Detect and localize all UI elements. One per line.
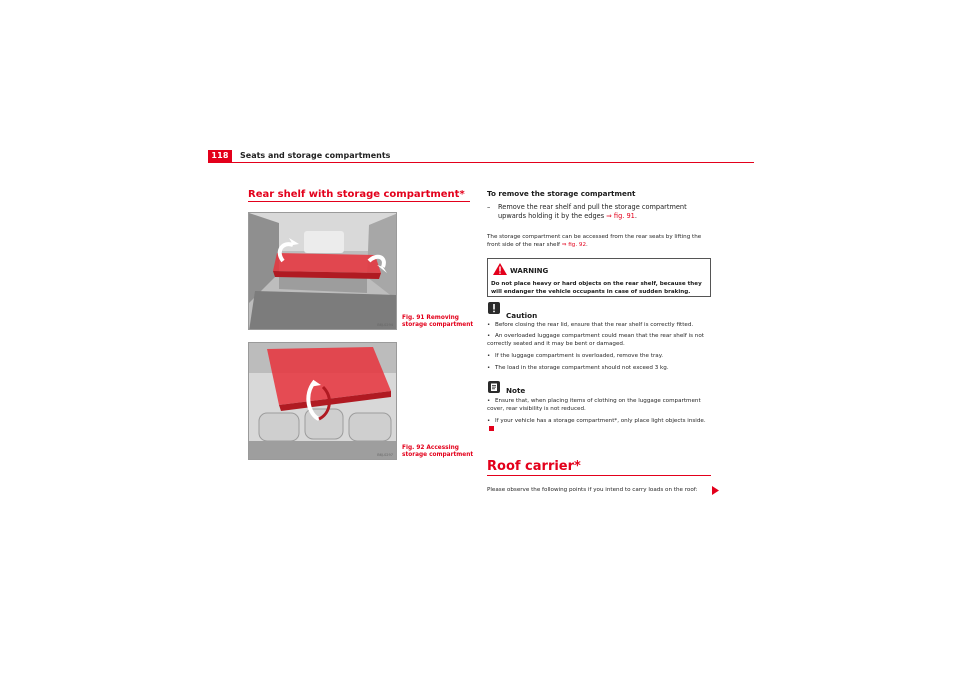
section-rule [487, 475, 711, 476]
step-text2: upwards holding it by the edges [498, 212, 605, 220]
section-title-rear-shelf: Rear shelf with storage compartment* [248, 189, 465, 200]
note-title: Note [506, 386, 526, 395]
access-text: The storage compartment can be accessed from the rear seats by lifting the [487, 234, 702, 240]
access-end: . [586, 242, 588, 248]
continue-arrow-icon[interactable] [712, 486, 719, 495]
end-marker [489, 426, 494, 431]
caution-item: • If the luggage compartment is overloaded, remove the tray. [487, 353, 663, 359]
exclamation-icon [488, 302, 500, 314]
note-icon [488, 381, 500, 393]
step-end: . [634, 212, 637, 220]
figure-91-code: B6J-0294 [377, 323, 393, 327]
figure-92-code: B6J-0297 [377, 453, 393, 457]
header-rule [208, 162, 754, 163]
page-number: 118 [208, 150, 232, 162]
section-title-roof-carrier: Roof carrier* [487, 459, 581, 474]
chapter-title: Seats and storage compartments [240, 151, 391, 160]
access-text-line2 [487, 241, 588, 249]
caution-item: • Before closing the rear lid, ensure that the rear shelf is correctly fitted. [487, 322, 694, 328]
remove-heading: To remove the storage compartment [487, 189, 636, 198]
note-item: • If your vehicle has a storage compartment*, only place light objects inside. [487, 417, 711, 433]
figure-91-image [248, 212, 397, 330]
access-ref-link[interactable]: fig. 92 [568, 242, 586, 248]
warning-text: Do not place heavy or hard objects on the rear shelf, because they will endanger the vehicle occupants in case of sudden braking. [491, 281, 702, 295]
section-rule [248, 201, 470, 202]
figure-92-image [248, 342, 397, 460]
access-text2: front side of the rear shelf [487, 242, 560, 248]
step-ref-link[interactable]: fig. 91 [613, 212, 635, 220]
step-text: Remove the rear shelf and pull the storage compartment [498, 203, 687, 211]
caution-item: • The load in the storage compartment should not exceed 3 kg. [487, 365, 669, 371]
figure-91-caption: Fig. 91 Removing storage compartment [402, 315, 474, 329]
step-ref-arrow: ⇒ [606, 212, 612, 220]
caution-item: • An overloaded luggage compartment could mean that the rear shelf is not correctly seated and it may be bent or damaged. [487, 333, 704, 347]
warning-title: WARNING [510, 267, 549, 275]
figure-92-caption: Fig. 92 Accessing storage compartment [402, 445, 474, 459]
note-item: • Ensure that, when placing items of clothing on the luggage compartment cover, rear visibility is not reduced. [487, 398, 701, 412]
caution-title: Caution [506, 311, 538, 320]
roof-text: Please observe the following points if you intend to carry loads on the roof: [487, 487, 698, 493]
step-text-line2 [498, 212, 637, 221]
warning-triangle-icon [493, 263, 507, 275]
access-ref-arrow: ⇒ [561, 242, 567, 248]
step-dash: – [487, 203, 491, 211]
warning-box [487, 258, 711, 297]
